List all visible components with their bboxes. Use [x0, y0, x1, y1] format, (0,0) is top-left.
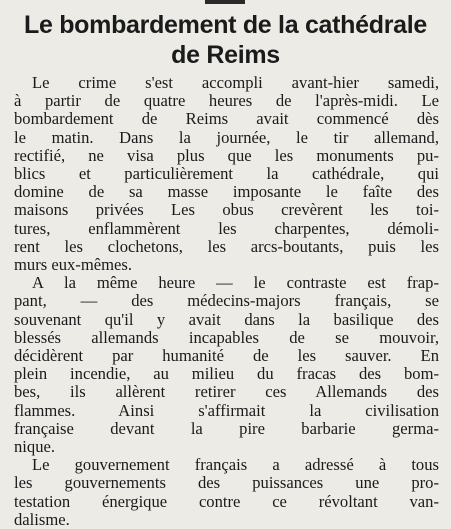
text-line: pant, — des médecins-majors français, se	[14, 291, 439, 311]
text-line: les gouvernements des puissances une pro-	[14, 473, 439, 493]
text-line: plein incendie, au milieu du fracas des bom-	[14, 364, 439, 384]
text-line: souvenant qu'il y avait dans la basilique des	[14, 309, 439, 329]
text-line: rent les clochetons, les arcs-boutants, puis les	[14, 236, 439, 256]
text-line: le matin. Dans la journée, le tir allemand,	[14, 127, 439, 147]
text-line: A la même heure — le contraste est frap-	[32, 273, 439, 293]
text-line: nique.	[14, 437, 56, 457]
top-rule	[205, 0, 245, 4]
text-line: dalisme.	[14, 509, 70, 529]
paragraph-1	[14, 74, 439, 274]
text-line: blics et particulièrement la cathédrale, qui	[14, 164, 439, 184]
text-line: bes, ils allèrent retirer ces Allemands des	[14, 382, 439, 402]
text-line: maisons privées Les obus crevèrent les toi-	[14, 200, 439, 220]
text-line: Le crime s'est accompli avant-hier samedi,	[32, 73, 439, 92]
text-line: bombardement de Reims avait commencé dès	[14, 109, 439, 129]
headline-line-2: de Reims	[171, 41, 280, 69]
article-body	[14, 74, 439, 529]
text-line: flammes. Ainsi s'affirmait la civilisation	[14, 400, 439, 420]
text-line: domine de sa masse imposante le faîte des	[14, 182, 439, 202]
text-line: testation énergique contre ce révoltant van-	[14, 491, 439, 511]
text-line: rectifié, ne visa plus que les monuments pu-	[14, 145, 439, 165]
text-line: française devant la pire barbarie germa-	[14, 418, 439, 438]
paragraph-3	[14, 456, 439, 529]
text-line: Le gouvernement français a adressé à tous	[32, 455, 439, 475]
paragraph-2	[14, 274, 439, 456]
text-line: décidèrent par humanité de les sauver. En	[14, 346, 439, 366]
text-line: blessés allemands incapables de se mouvoir,	[14, 327, 439, 347]
text-line: tures, enflammèrent les charpentes, démoli-	[14, 218, 439, 238]
text-line: à partir de quatre heures de l'après-midi. Le	[14, 91, 439, 111]
text-line: murs eux-mêmes.	[14, 255, 132, 275]
headline	[0, 10, 451, 70]
headline-line-1: Le bombardement de la cathédrale	[23, 11, 428, 39]
